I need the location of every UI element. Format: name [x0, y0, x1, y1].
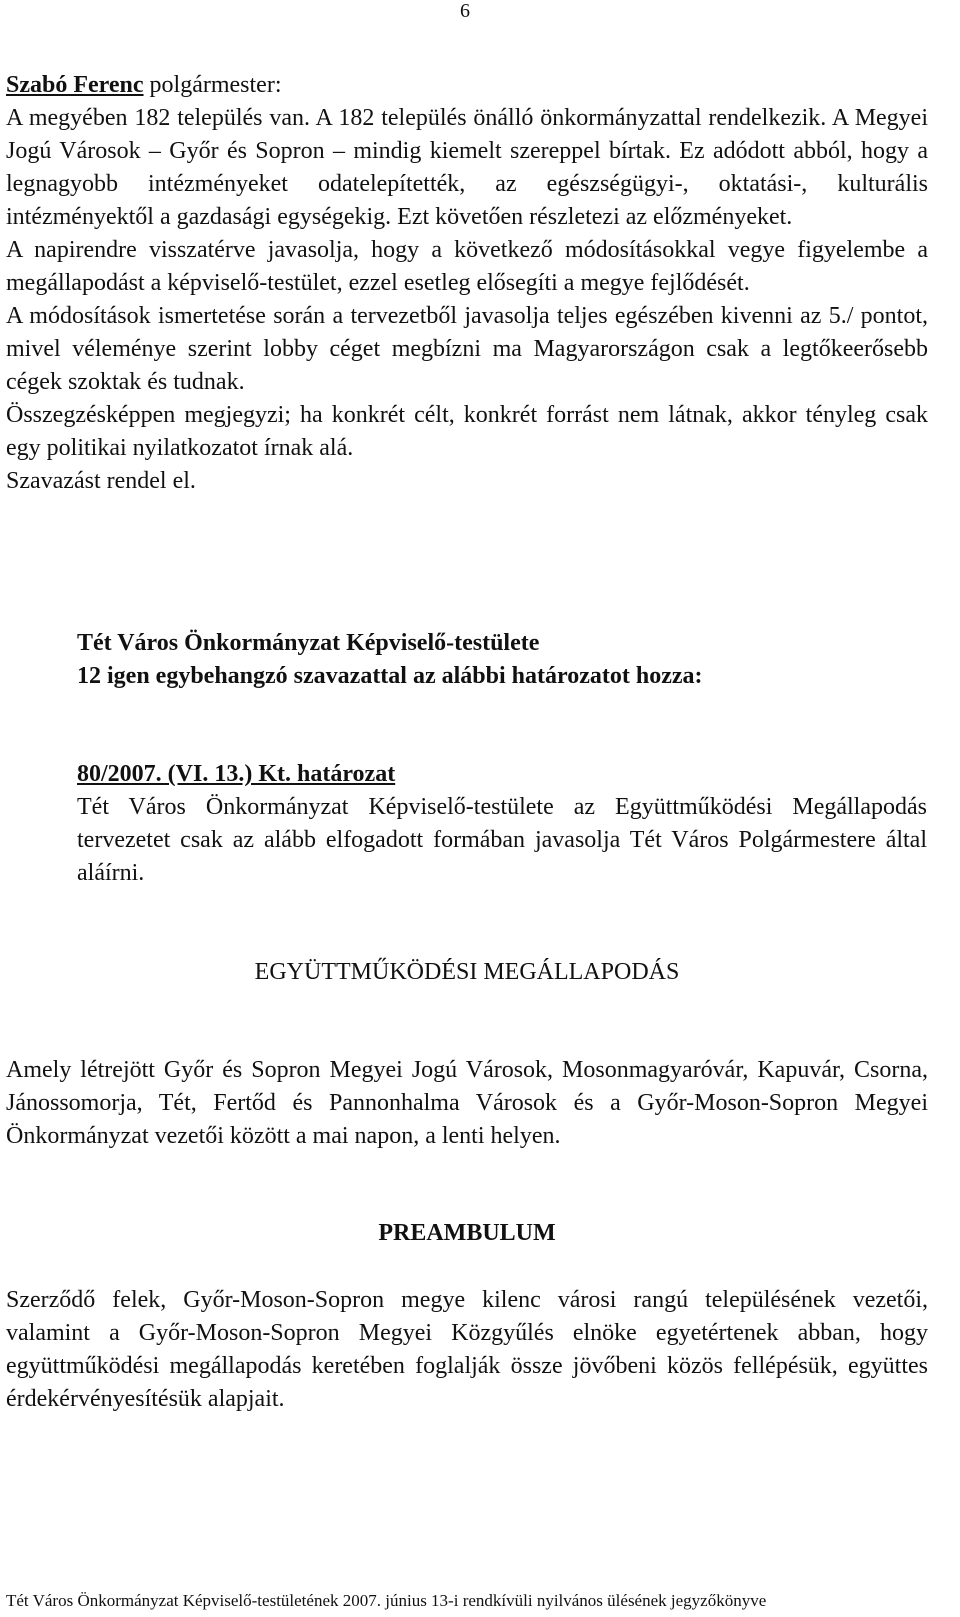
- resolution-number: 80/2007. (VI. 13.) Kt.: [77, 761, 291, 787]
- agreement-title: EGYÜTTMŰKÖDÉSI MEGÁLLAPODÁS: [254, 959, 680, 985]
- speech-section: [6, 69, 928, 498]
- resolution-text: Tét Város Önkormányzat Képviselő-testülete az Együttműködési Megállapodás tervezetet csak az alább elfogadott formában javasolja Tét Város Polgármestere által aláírni.: [77, 794, 927, 886]
- page-footer: Tét Város Önkormányzat Képviselő-testületének 2007. június 13-i rendkívüli nyilvános ülésének jegyzőkönyve: [6, 1591, 767, 1610]
- preamble-title: PREAMBULUM: [378, 1220, 556, 1246]
- speech-paragraph: A napirendre visszatérve javasolja, hogy a következő módosításokkal vegye figyelembe a megállapodást a képviselő-testület, ezzel esetleg elősegíti a megye fejlődését.: [6, 237, 928, 296]
- vote-line-2: 12 igen egybehangzó szavazattal az alábbi határozatot hozza:: [77, 663, 703, 689]
- speaker-line: [6, 69, 928, 102]
- resolution-heading: [77, 758, 927, 791]
- vote-line-1: Tét Város Önkormányzat Képviselő-testülete: [77, 630, 540, 656]
- speech-paragraph: A megyében 182 település van. A 182 település önálló önkormányzattal rendelkezik. A Megyei Jogú Városok – Győr és Sopron – mindig kiemelt szereppel bírtak. Ez adódott abból, hogy a legnagyobb intézményeket odatelepítették, az egészségügyi-, oktatási-, kulturális intézményektől a gazdasági egységekig. Ezt követően részletezi az előzményeket.: [6, 105, 928, 230]
- preamble-text: Szerződő felek, Győr-Moson-Sopron megye kilenc városi rangú településének vezetői, valamint a Győr-Moson-Sopron Megyei Közgyűlés elnöke egyetértenek abban, hogy együttműködési megállapodás keretében foglalják össze jövőbeni közös fellépésük, együttes érdekérvényesítésük alapjait.: [6, 1287, 928, 1412]
- vote-block: [77, 627, 927, 693]
- speech-paragraph: Összegzésképpen megjegyzi; ha konkrét célt, konkrét forrást nem látnak, akkor tényleg csak egy politikai nyilatkozatot írnak alá.: [6, 402, 928, 461]
- resolution-block: [77, 758, 927, 890]
- speaker-role: polgármester:: [143, 72, 282, 98]
- speech-paragraph: A módosítások ismertetése során a tervezetből javasolja teljes egészében kivenni az 5./ pontot, mivel véleménye szerint lobby céget megbízni ma Magyarországon csak a legtőkeerősebb cégek szoktak és tudnak.: [6, 303, 928, 395]
- resolution-word: határozat: [290, 761, 396, 787]
- page-number: 6: [460, 0, 470, 22]
- speaker-name: Szabó Ferenc: [6, 72, 144, 98]
- agreement-intro: Amely létrejött Győr és Sopron Megyei Jogú Városok, Mosonmagyaróvár, Kapuvár, Csorna, Jánossomorja, Tét, Fertőd és Pannonhalma Városok és a Győr-Moson-Sopron Megyei Önkormányzat vezetői között a mai napon, a lenti helyen.: [6, 1057, 928, 1149]
- speech-paragraph: Szavazást rendel el.: [6, 468, 196, 494]
